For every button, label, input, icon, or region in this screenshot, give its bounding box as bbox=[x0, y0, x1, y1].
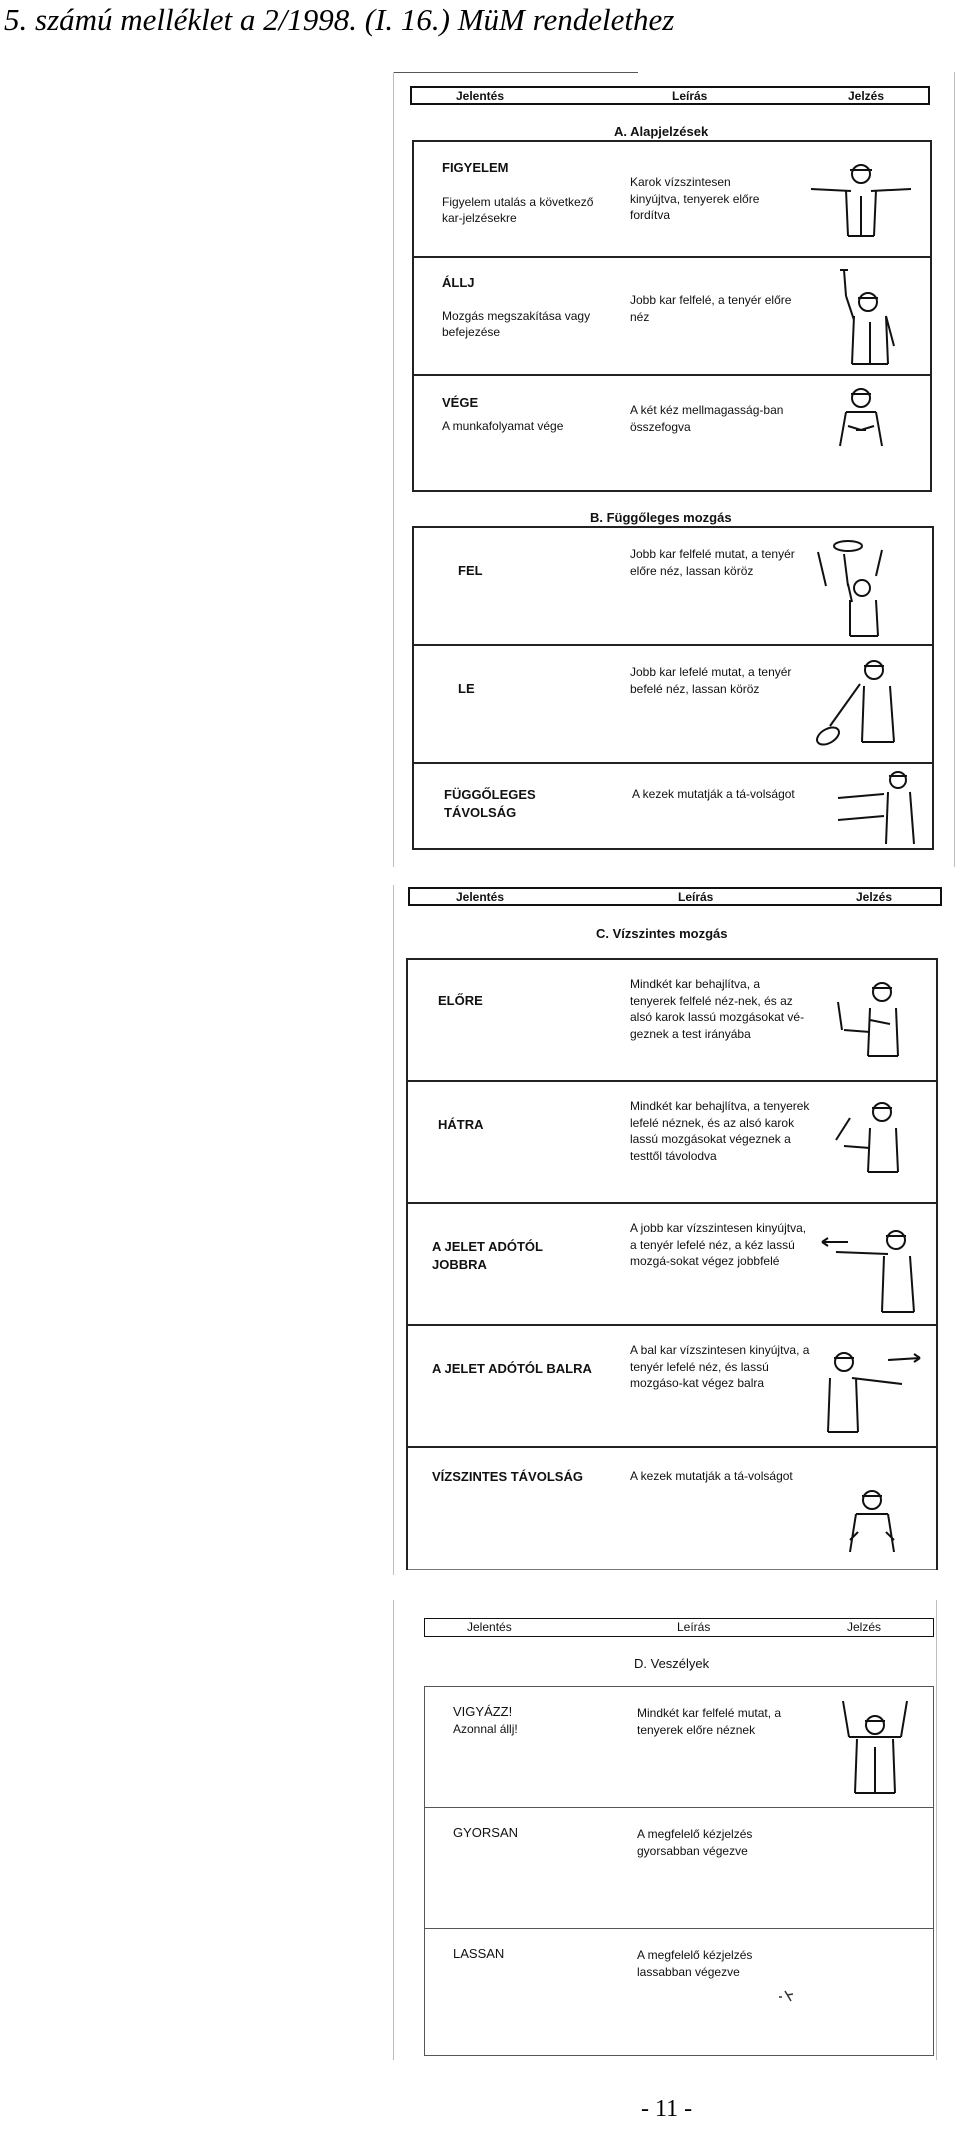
small-mark-icon bbox=[777, 1989, 797, 2003]
section-a-title: A. Alapjelzések bbox=[614, 124, 709, 139]
section-b-panel bbox=[412, 526, 934, 850]
row-description: A megfelelő kézjelzés lassabban végezve bbox=[637, 1948, 753, 1979]
both-arms-up-figure-icon bbox=[835, 1697, 915, 1797]
vertical-distance-figure-icon bbox=[834, 768, 924, 848]
table-row bbox=[425, 1686, 933, 1808]
row-description: Jobb kar lefelé mutat, a tenyér befelé néz, lassan köröz bbox=[630, 665, 792, 696]
table-row bbox=[425, 1928, 933, 2056]
row-sub: Azonnal állj! bbox=[453, 1722, 518, 1736]
arm-up-circling-figure-icon bbox=[814, 536, 894, 640]
header-description: Leírás bbox=[678, 890, 714, 904]
table-row bbox=[408, 1446, 936, 1570]
row-meaning: FEL bbox=[458, 563, 483, 578]
row-meaning: FIGYELEM bbox=[442, 160, 509, 175]
table-row bbox=[425, 1807, 933, 1929]
section-a-panel bbox=[412, 140, 932, 492]
table-row bbox=[414, 526, 932, 646]
header-meaning: Jelentés bbox=[456, 890, 505, 904]
row-description: Jobb kar felfelé, a tenyér előre néz bbox=[630, 293, 792, 324]
row-description: Jobb kar felfelé mutat, a tenyér előre néz, lassan köröz bbox=[630, 547, 795, 578]
right-arm-up-figure-icon bbox=[824, 266, 904, 370]
scan-edge bbox=[954, 72, 955, 867]
table-header bbox=[408, 887, 942, 906]
table-header bbox=[424, 1618, 934, 1637]
row-description: Mindkét kar behajlítva, a tenyerek lefelé néznek, és az alsó karok lassú mozgásokat végeznek a testtől távolodva bbox=[630, 1099, 810, 1163]
row-meaning: GYORSAN bbox=[453, 1825, 519, 1840]
horizontal-distance-figure-icon bbox=[836, 1488, 906, 1558]
row-description: Karok vízszintesen kinyújtva, tenyerek előre fordítva bbox=[630, 175, 760, 222]
table-header bbox=[410, 86, 930, 105]
row-description: Mindkét kar behajlítva, a tenyerek felfelé néz-nek, és az alsó karok lassú mozgásokat vé-geznek a test irányába bbox=[630, 977, 805, 1041]
table-row bbox=[414, 140, 930, 258]
row-meaning: A JELET ADÓTÓL JOBBRA bbox=[432, 1239, 543, 1272]
arms-toward-body-figure-icon bbox=[830, 980, 910, 1060]
row-description: Mindkét kar felfelé mutat, a tenyerek előre néznek bbox=[637, 1706, 782, 1737]
row-meaning: VÍZSZINTES TÁVOLSÁG bbox=[432, 1469, 583, 1484]
row-meaning: LE bbox=[458, 681, 475, 696]
header-signal: Jelzés bbox=[856, 890, 893, 904]
row-meaning: FÜGGŐLEGES TÁVOLSÁG bbox=[444, 787, 536, 820]
header-description: Leírás bbox=[677, 1620, 711, 1634]
header-meaning: Jelentés bbox=[467, 1620, 512, 1634]
document-title: 5. számú melléklet a 2/1998. (I. 16.) MüM rendelethez bbox=[4, 2, 675, 37]
row-meaning: ELŐRE bbox=[438, 993, 483, 1008]
arms-horizontal-figure-icon bbox=[806, 156, 916, 246]
section-c-title: C. Vízszintes mozgás bbox=[596, 926, 728, 941]
row-meaning: VÉGE bbox=[442, 395, 479, 410]
table-row bbox=[414, 256, 930, 376]
row-sub: Mozgás megszakítása vagy befejezése bbox=[442, 309, 591, 339]
header-description: Leírás bbox=[672, 89, 708, 103]
table-row bbox=[414, 644, 932, 764]
row-meaning: A JELET ADÓTÓL BALRA bbox=[432, 1361, 592, 1376]
section-d-panel bbox=[424, 1686, 934, 2056]
row-meaning: LASSAN bbox=[453, 1946, 505, 1961]
arm-down-circling-figure-icon bbox=[810, 656, 910, 756]
table-row bbox=[408, 1080, 936, 1204]
left-arm-horizontal-figure-icon bbox=[822, 1344, 932, 1440]
hands-clasped-figure-icon bbox=[826, 386, 896, 454]
scan-edge bbox=[393, 885, 394, 1575]
section-d-title: D. Veszélyek bbox=[634, 1656, 710, 1671]
header-signal: Jelzés bbox=[848, 89, 885, 103]
right-arm-horizontal-figure-icon bbox=[818, 1222, 928, 1318]
row-description: A bal kar vízszintesen kinyújtva, a tenyér lefelé néz, és lassú mozgáso-kat végez balra bbox=[630, 1343, 810, 1390]
table-row bbox=[414, 762, 932, 850]
row-sub: A munkafolyamat vége bbox=[442, 419, 564, 433]
header-signal: Jelzés bbox=[847, 1620, 882, 1634]
table-row bbox=[408, 1202, 936, 1326]
row-sub: Figyelem utalás a következő kar-jelzésekre bbox=[442, 195, 594, 225]
header-meaning: Jelentés bbox=[456, 89, 505, 103]
page-number: - 11 - bbox=[641, 2096, 693, 2122]
section-c-panel bbox=[406, 958, 938, 1570]
row-meaning: VIGYÁZZ! bbox=[453, 1704, 513, 1719]
row-meaning: HÁTRA bbox=[438, 1117, 484, 1132]
row-description: A két kéz mellmagasság-ban összefogva bbox=[630, 403, 784, 434]
row-description: A kezek mutatják a tá-volságot bbox=[630, 1469, 793, 1483]
scan-edge bbox=[393, 72, 394, 867]
table-row bbox=[408, 958, 936, 1082]
table-row bbox=[414, 374, 930, 492]
row-description: A kezek mutatják a tá-volságot bbox=[632, 787, 795, 801]
table-row bbox=[408, 1324, 936, 1448]
scan-edge bbox=[936, 1600, 937, 2060]
scan-edge bbox=[393, 1600, 394, 2060]
row-description: A megfelelő kézjelzés gyorsabban végezve bbox=[637, 1827, 753, 1858]
top-divider bbox=[394, 72, 638, 73]
row-meaning: ÁLLJ bbox=[442, 275, 475, 290]
arms-away-body-figure-icon bbox=[830, 1100, 910, 1180]
section-b-title: B. Függőleges mozgás bbox=[590, 510, 732, 525]
row-description: A jobb kar vízszintesen kinyújtva, a tenyér lefelé néz, a kéz lassú mozgá-sokat végez jobbfelé bbox=[630, 1221, 807, 1268]
